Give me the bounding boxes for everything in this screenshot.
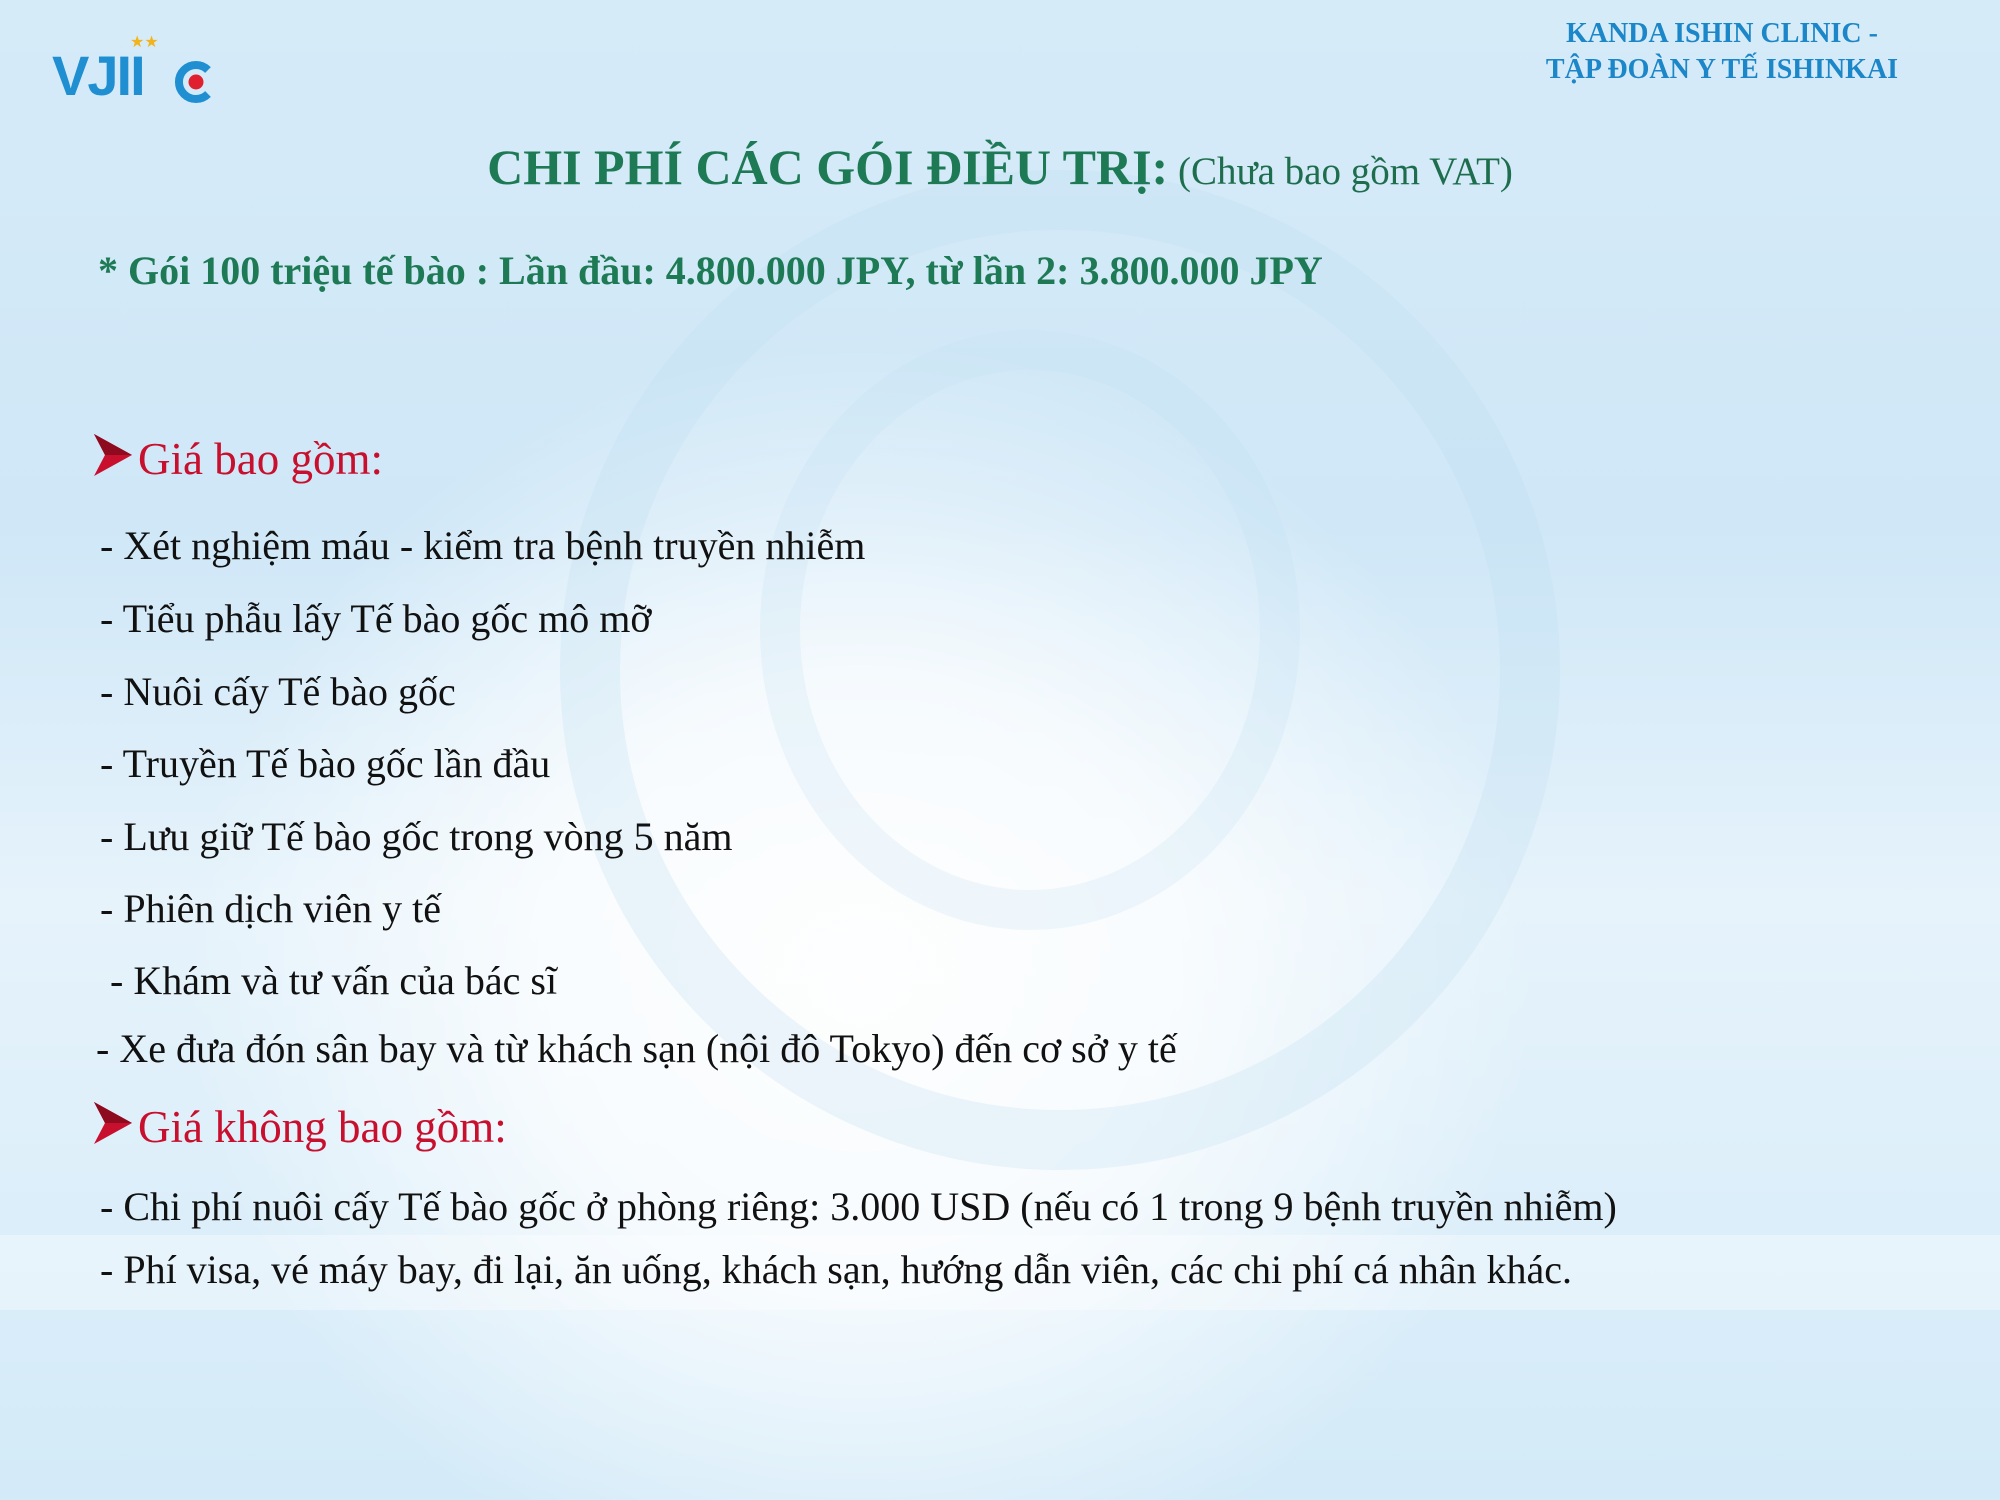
logo-stars: ★★ bbox=[130, 32, 159, 51]
included-item: - Truyền Tế bào gốc lần đầu bbox=[100, 741, 551, 786]
background-ring bbox=[560, 170, 1560, 1170]
excluded-heading-text: Giá không bao gồm: bbox=[138, 1102, 507, 1152]
vjiic-logo bbox=[52, 32, 222, 108]
included-heading bbox=[92, 432, 383, 485]
included-item: - Xét nghiệm máu - kiểm tra bệnh truyền nhiễm bbox=[100, 523, 866, 568]
included-heading-text: Giá bao gồm: bbox=[138, 434, 383, 484]
company-line-1: KANDA ISHIN CLINIC - bbox=[1566, 18, 1878, 49]
company-name bbox=[1462, 16, 1982, 88]
included-item: - Nuôi cấy Tế bào gốc bbox=[100, 669, 456, 714]
included-item: - Tiểu phẫu lấy Tế bào gốc mô mỡ bbox=[100, 596, 652, 641]
logo-text: VJII bbox=[52, 44, 144, 107]
logo-c-mark-icon bbox=[174, 61, 216, 103]
excluded-item: - Phí visa, vé máy bay, đi lại, ăn uống, khách sạn, hướng dẫn viên, các chi phí cá nhân khác. bbox=[100, 1247, 1573, 1292]
included-item: - Xe đưa đón sân bay và từ khách sạn (nội đô Tokyo) đến cơ sở y tế bbox=[96, 1026, 1177, 1071]
included-item: - Phiên dịch viên y tế bbox=[100, 886, 442, 931]
excluded-item: - Chi phí nuôi cấy Tế bào gốc ở phòng riêng: 3.000 USD (nếu có 1 trong 9 bệnh truyền nhiễm) bbox=[100, 1184, 1617, 1229]
arrow-bullet-icon bbox=[92, 432, 134, 478]
title-note: (Chưa bao gồm VAT) bbox=[1168, 150, 1513, 193]
company-line-2: TẬP ĐOÀN Y TẾ ISHINKAI bbox=[1545, 54, 1899, 85]
package-price-line: * Gói 100 triệu tế bào : Lần đầu: 4.800.000 JPY, từ lần 2: 3.800.000 JPY bbox=[98, 248, 1323, 293]
background-ring-inner bbox=[760, 330, 1300, 930]
excluded-heading bbox=[92, 1100, 507, 1153]
arrow-bullet-icon bbox=[92, 1100, 134, 1146]
page-title bbox=[0, 138, 2000, 196]
included-item: - Khám và tư vấn của bác sĩ bbox=[110, 958, 558, 1003]
title-main: CHI PHÍ CÁC GÓI ĐIỀU TRỊ: bbox=[487, 139, 1169, 195]
included-item: - Lưu giữ Tế bào gốc trong vòng 5 năm bbox=[100, 814, 733, 859]
